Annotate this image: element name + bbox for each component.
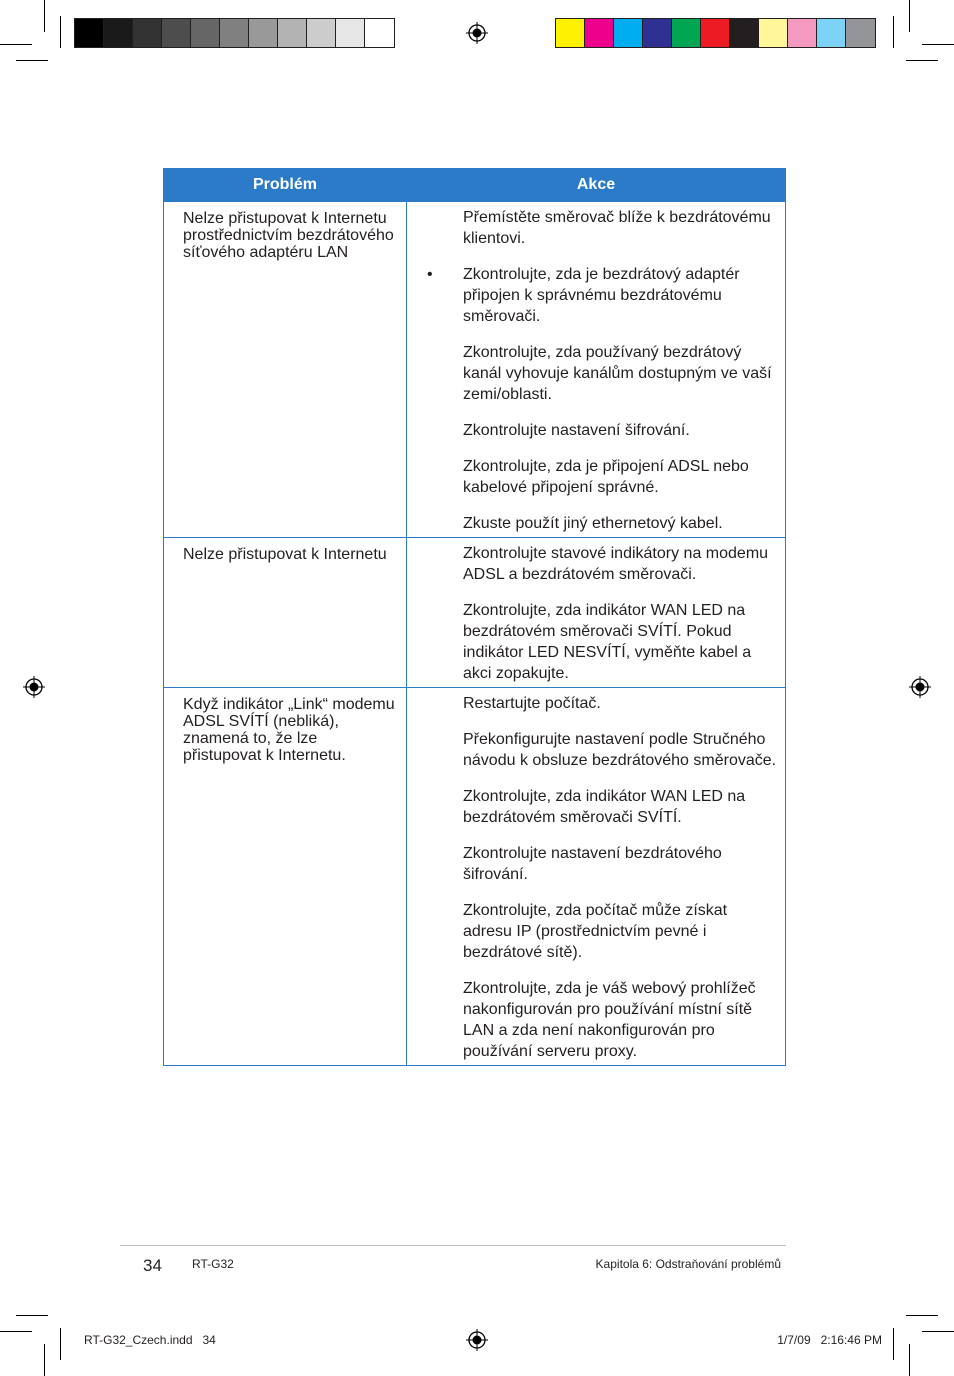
color-swatch [730,19,759,47]
registration-mark-icon [466,1329,488,1351]
action-item [427,456,777,498]
action-item [427,693,777,714]
color-swatch [307,19,336,47]
crop-mark [906,60,938,61]
action-text: Zkontrolujte, zda je váš webový prohlížeč nakonfigurován pro používání místní sítě LAN a zda není nakonfigurován pro používání serveru proxy. [463,980,756,1060]
table-row [164,202,786,538]
action-text: Přemístěte směrovač blíže k bezdrátovému klientovi. [463,209,771,247]
action-item [427,729,777,771]
table-header-row [164,169,786,202]
action-item [427,543,777,585]
action-item [427,900,777,963]
color-swatch [585,19,614,47]
color-swatch [817,19,846,47]
color-swatch [336,19,365,47]
crop-mark [16,60,48,61]
color-swatch [220,19,249,47]
crop-mark [893,1328,894,1360]
action-text: Restartujte počítač. [463,695,601,712]
color-swatch [643,19,672,47]
troubleshooting-table [163,168,786,1066]
action-cell [407,202,786,538]
color-swatch [365,19,394,47]
crop-mark [922,1331,954,1332]
footer-rule [120,1245,786,1246]
color-swatch [162,19,191,47]
color-swatch [846,19,875,47]
action-item [427,342,777,405]
action-text: Zkuste použít jiný ethernetový kabel. [463,515,723,532]
action-text: Zkontrolujte, zda počítač může získat adresu IP (prostřednictvím pevné i bezdrátové sítě). [463,902,728,961]
footer-chapter: Kapitola 6: Odstraňování problémů [595,1257,781,1271]
crop-mark [906,1315,938,1316]
color-swatch [672,19,701,47]
crop-mark [16,1315,48,1316]
action-text: Překonfigurujte nastavení podle Stručného návodu k obsluze bezdrátového směrovače. [463,731,777,769]
color-swatch [75,19,104,47]
action-text: Zkontrolujte, zda používaný bezdrátový kanál vyhovuje kanálům dostupným ve vaší zemi/oblasti. [463,344,772,403]
action-item [427,513,777,534]
slug-date: 1/7/09 2:16:46 PM [777,1333,882,1347]
page-number: 34 [143,1256,162,1275]
action-text: Zkontrolujte, zda je bezdrátový adaptér připojen k správnému bezdrátovému směrovači. [463,266,740,325]
color-swatch [191,19,220,47]
crop-mark [909,1344,910,1376]
action-text: Zkontrolujte nastavení šifrování. [463,422,690,439]
color-swatch [249,19,278,47]
action-item [427,420,777,441]
crop-mark [0,1331,32,1332]
color-swatch [133,19,162,47]
crop-mark [44,1344,45,1376]
action-item [427,600,777,684]
crop-mark [0,44,32,45]
footer-model: RT-G32 [192,1257,234,1271]
action-item [427,207,777,249]
crop-mark [60,16,61,48]
color-swatch [701,19,730,47]
grayscale-color-bar [74,18,395,48]
action-text: Zkontrolujte stavové indikátory na modemu ADSL a bezdrátovém směrovači. [463,545,769,583]
color-swatch [614,19,643,47]
action-item [427,978,777,1062]
crop-mark [60,1328,61,1360]
process-color-bar [555,18,876,48]
registration-mark-icon [23,676,45,698]
slug-filename: RT-G32_Czech.indd 34 [84,1333,216,1347]
registration-mark-icon [466,22,488,44]
column-header-problem: Problém [164,169,407,202]
problem-cell: Když indikátor „Link“ modemu ADSL SVÍTÍ (nebliká), znamená to, že lze přistupovat k Internetu. [164,688,407,1066]
action-text: Zkontrolujte, zda indikátor WAN LED na bezdrátovém směrovači SVÍTÍ. Pokud indikátor LED NESVÍTÍ, vyměňte kabel a akci zopakujte. [463,602,752,682]
table-row [164,538,786,688]
color-swatch [104,19,133,47]
problem-cell: Nelze přistupovat k Internetu prostřednictvím bezdrátového síťového adaptéru LAN [164,202,407,538]
color-swatch [788,19,817,47]
crop-mark [893,16,894,48]
column-header-action: Akce [407,169,786,202]
color-swatch [278,19,307,47]
table-row [164,688,786,1066]
crop-mark [44,0,45,32]
action-text: Zkontrolujte, zda indikátor WAN LED na bezdrátovém směrovači SVÍTÍ. [463,788,746,826]
action-text: Zkontrolujte nastavení bezdrátového šifrování. [463,845,722,883]
color-swatch [556,19,585,47]
action-item [427,843,777,885]
color-swatch [759,19,788,47]
action-item [427,264,777,327]
registration-mark-icon [909,676,931,698]
action-item [427,786,777,828]
problem-cell: Nelze přistupovat k Internetu [164,538,407,688]
action-cell [407,688,786,1066]
action-text: Zkontrolujte, zda je připojení ADSL nebo kabelové připojení správné. [463,458,749,496]
action-cell [407,538,786,688]
crop-mark [909,0,910,32]
bullet-icon: • [427,266,433,283]
crop-mark [922,44,954,45]
